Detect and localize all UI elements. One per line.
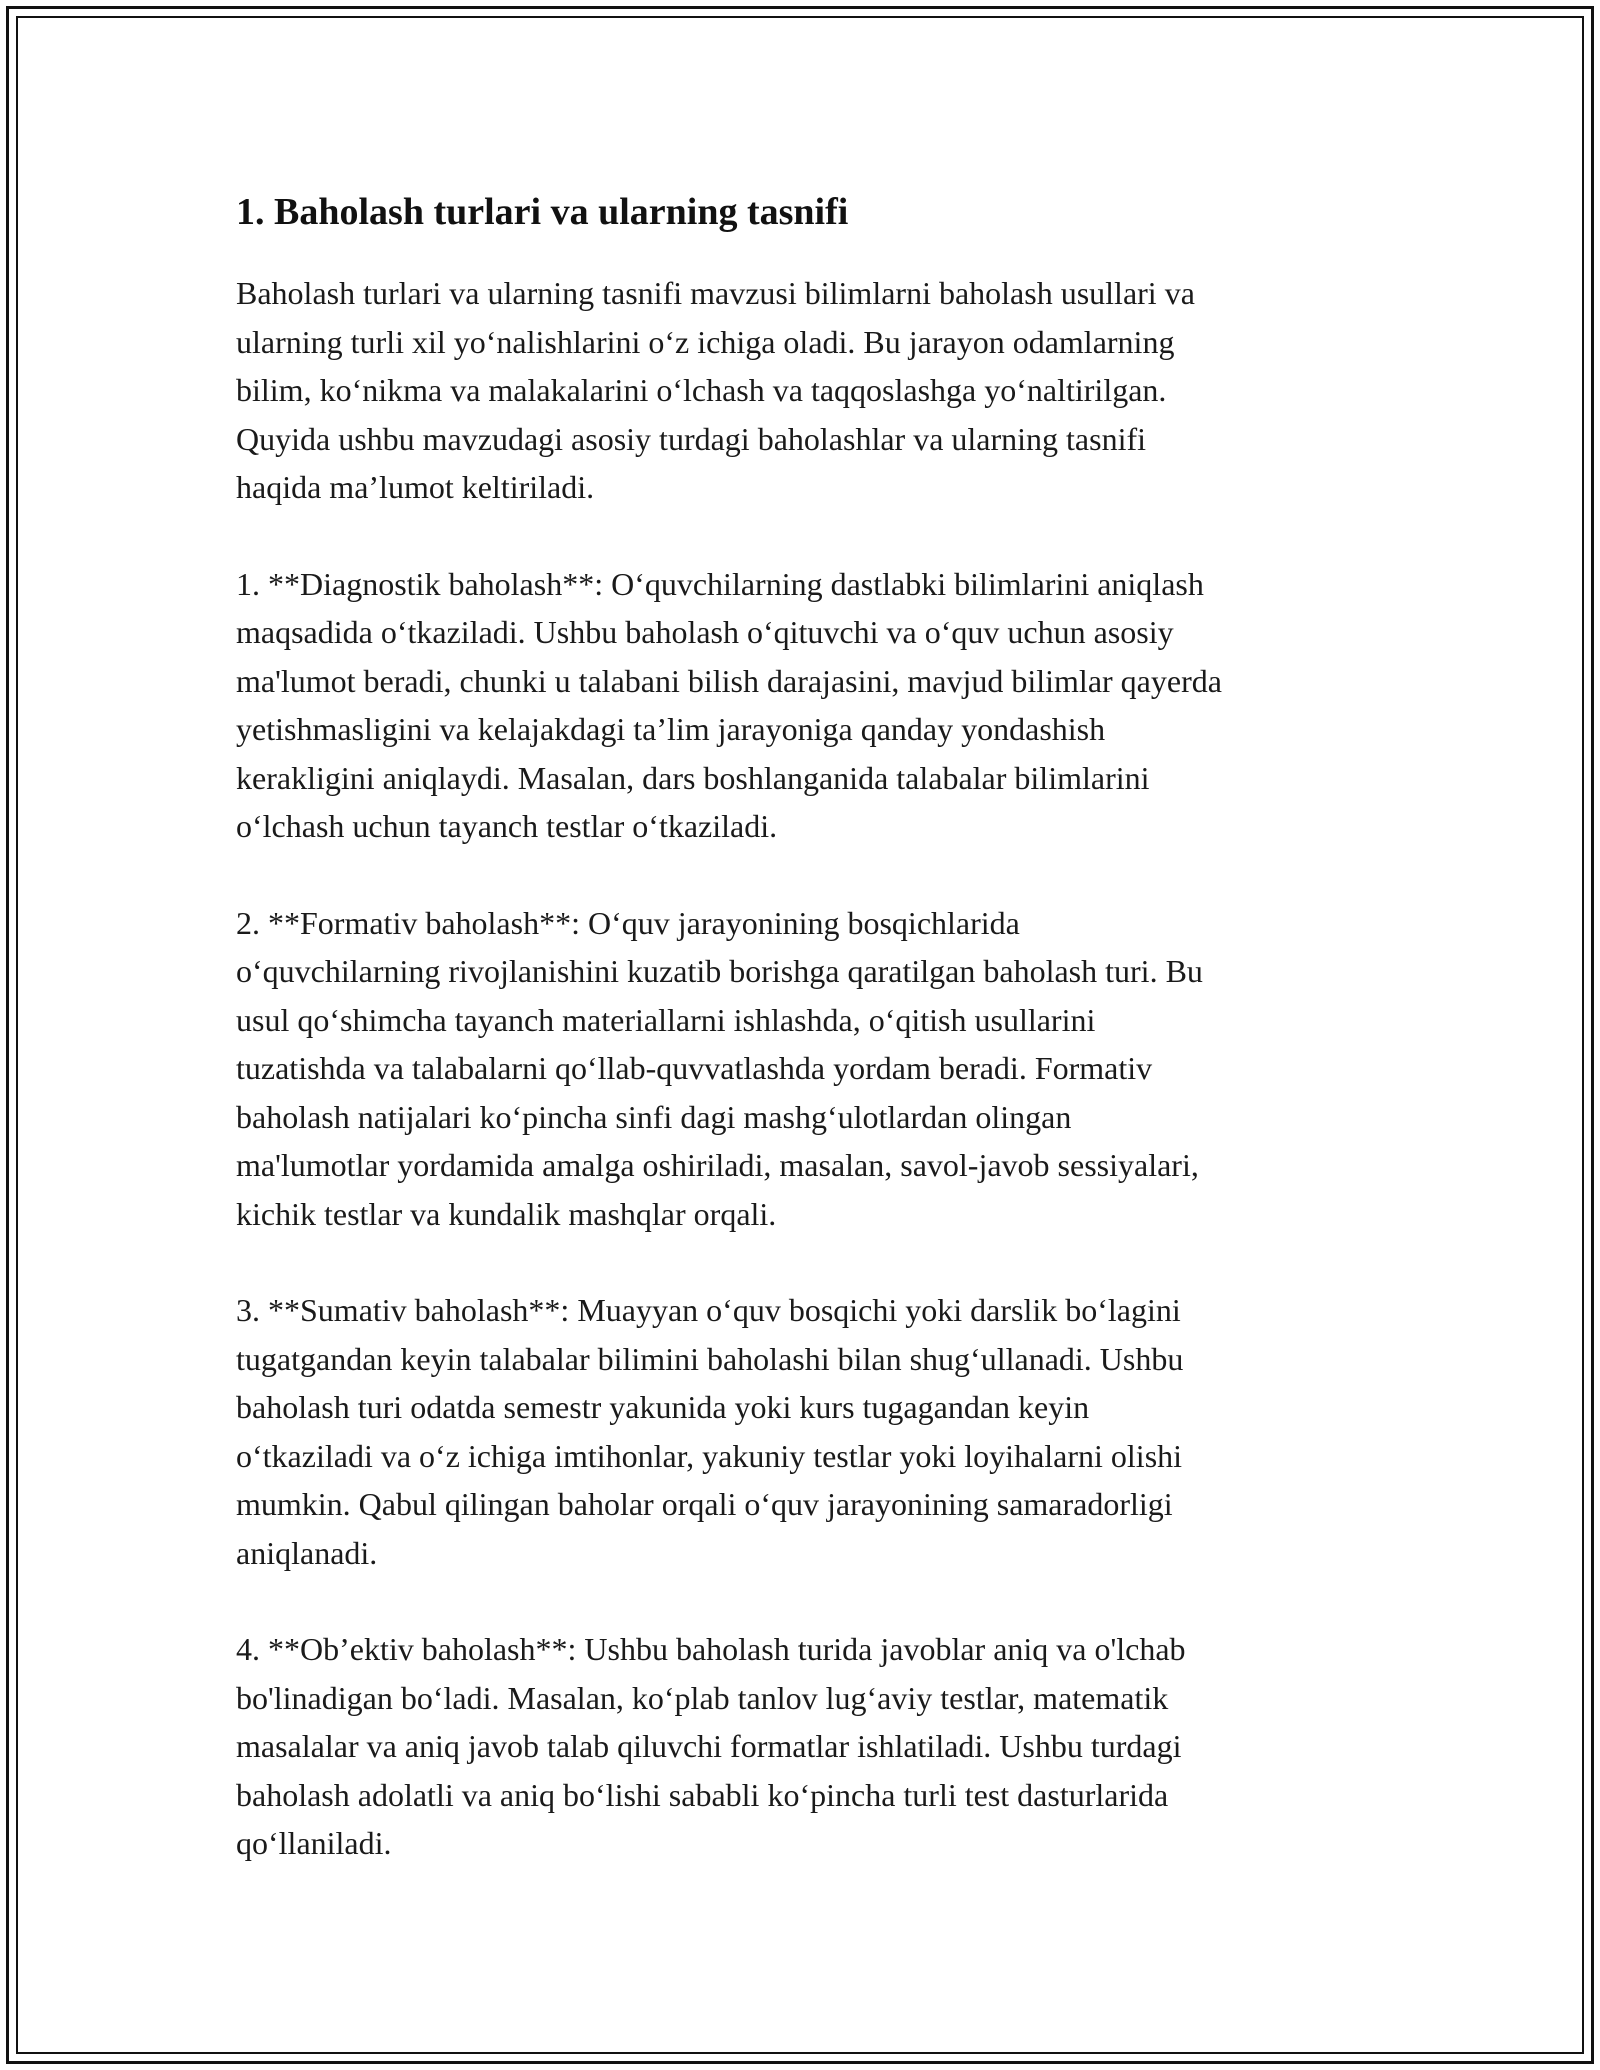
formative-assessment-paragraph: 2. **Formativ baholash**: O‘quv jarayonining bosqichlarida o‘quvchilarning rivojlanishini kuzatib borishga qaratilgan baholash turi. Bu usul qo‘shimcha tayanch materiallarni ishlashda, o‘qitish usullarini tuzatishda va talabalarni qo‘llab-quvvatlashda yordam beradi. Formativ baholash natijalari ko‘pincha sinfi dagi mashg‘ulotlardan olingan ma'lumotlar yordamida amalga oshiriladi, masalan, savol-javob sessiyalari, kichik testlar va kundalik mashqlar orqali. <box>236 904 1203 1232</box>
objective-assessment-paragraph: 4. **Ob’ektiv baholash**: Ushbu baholash turida javoblar aniq va o'lchab bo'linadigan bo‘ladi. Masalan, ko‘plab tanlov lug‘aviy testlar, matematik masalalar va aniq javob talab qiluvchi formatlar ishlatiladi. Ushbu turdagi baholash adolatli va aniq bo‘lishi sababli ko‘pincha turli test dasturlarida qo‘llaniladi. <box>236 1631 1186 1861</box>
diagnostic-assessment-paragraph: 1. **Diagnostik baholash**: O‘quvchilarning dastlabki bilimlarini aniqlash maqsadida o‘tkaziladi. Ushbu baholash o‘qituvchi va o‘quv uchun asosiy ma'lumot beradi, chunki u talabani bilish darajasini, mavjud bilimlar qayerda yetishmasligini va kelajakdagi ta’lim jarayoniga qanday yondashish kerakligini aniqlaydi. Masalan, dars boshlanganida talabalar bilimlarini o‘lchash uchun tayanch testlar o‘tkaziladi. <box>236 565 1222 844</box>
section-heading: 1. Baholash turlari va ularning tasnifi <box>236 191 849 233</box>
document-body <box>236 185 1376 1916</box>
intro-paragraph: Baholash turlari va ularning tasnifi mavzusi bilimlarni baholash usullari va ularning turli xil yo‘nalishlarini o‘z ichiga oladi. Bu jarayon odamlarning bilim, ko‘nikma va malakalarini o‘lchash va taqqoslashga yo‘naltirilgan. Quyida ushbu mavzudagi asosiy turdagi baholashlar va ularning tasnifi haqida ma’lumot keltiriladi. <box>236 275 1195 505</box>
summative-assessment-paragraph: 3. **Sumativ baholash**: Muayyan o‘quv bosqichi yoki darslik bo‘lagini tugatgandan keyin talabalar bilimini baholashi bilan shug‘ullanadi. Ushbu baholash turi odatda semestr yakunida yoki kurs tugagandan keyin o‘tkaziladi va o‘z ichiga imtihonlar, yakuniy testlar yoki loyihalarni olishi mumkin. Qabul qilingan baholar orqali o‘quv jarayonining samaradorligi aniqlanadi. <box>236 1292 1184 1571</box>
